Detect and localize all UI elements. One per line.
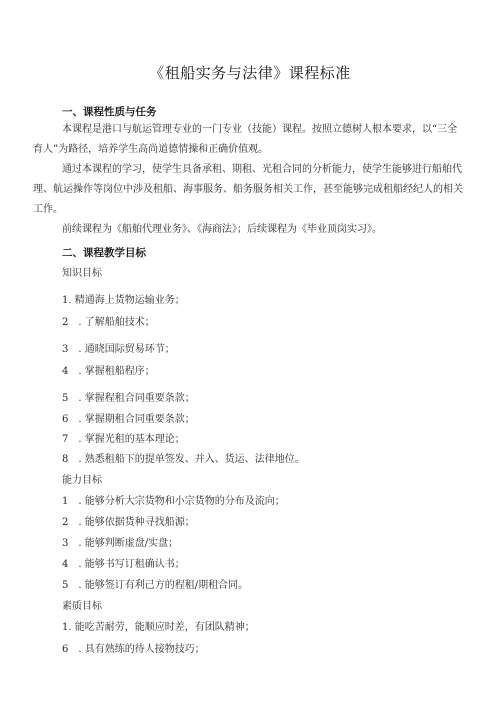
paragraph-2-line-1: 通过本课程的学习，使学生具备承租、期租、光租合同的分析能力，使学生能够进行船舶代 (62, 164, 462, 175)
paragraph-1-line-2: 育人”为路径，培养学生高尚道德情操和正确价值观。 (33, 144, 269, 155)
paragraph-1-line-1: 本课程是港口与航运管理专业的一门专业（技能）课程。按照立德树人根本要求，以“三全 (62, 124, 458, 135)
section-heading-1: 一、课程性质与任务 (62, 106, 157, 118)
list-item: 8 . 熟悉租船下的提单签发、并入、货运、法律地位。 (62, 454, 305, 465)
list-item: 4 . 能够书写订租确认书； (62, 559, 185, 570)
paragraph-2 (33, 160, 473, 220)
list-item: 2 . 能够依据货种寻找船源； (62, 517, 195, 528)
list-item: 3 . 能够判断虚盘/实盘； (62, 538, 179, 549)
list-item: 1 . 能够分析大宗货物和小宗货物的分布及流向； (62, 496, 285, 507)
list-item: 7 . 掌握光租的基本理论； (62, 434, 185, 445)
list-item: 1. 能吃苦耐劳，能顺应时差，有团队精神； (62, 622, 255, 633)
list-item: 6 . 具有熟练的待人接物技巧； (62, 644, 205, 655)
list-item: 2 . 了解船舶技术； (62, 317, 155, 328)
list-item: 4 . 掌握租船程序； (62, 366, 155, 377)
paragraph-2-line-2: 理、航运操作等岗位中涉及租船、海事服务、船务服务相关工作，甚至能够完成租船经纪人的相关 (33, 184, 463, 195)
document-title: 《租船实务与法律》课程标准 (149, 64, 351, 82)
paragraph-1 (33, 120, 473, 160)
paragraph-3-line-1: 前续课程为《船舶代理业务》、《海商法》；后续课程为《毕业顶岗实习》。 (62, 224, 382, 235)
section-heading-2: 二、课程教学目标 (62, 247, 146, 259)
knowledge-goals-label: 知识目标 (62, 268, 102, 279)
list-item: 5 . 掌握程租合同重要条款； (62, 393, 195, 404)
list-item: 3 . 通晓国际贸易环节； (62, 344, 175, 355)
paragraph-2-line-3: 工作。 (33, 204, 63, 215)
paragraph-3 (62, 220, 472, 240)
list-item: 5 . 能够签订有利己方的程租/期租合同。 (62, 580, 249, 591)
quality-goals-label: 素质目标 (62, 601, 102, 612)
list-item: 6 . 掌握期租合同重要条款； (62, 414, 195, 425)
list-item: 1. 精通海上货物运输业务； (62, 295, 185, 306)
ability-goals-label: 能力目标 (62, 475, 102, 486)
